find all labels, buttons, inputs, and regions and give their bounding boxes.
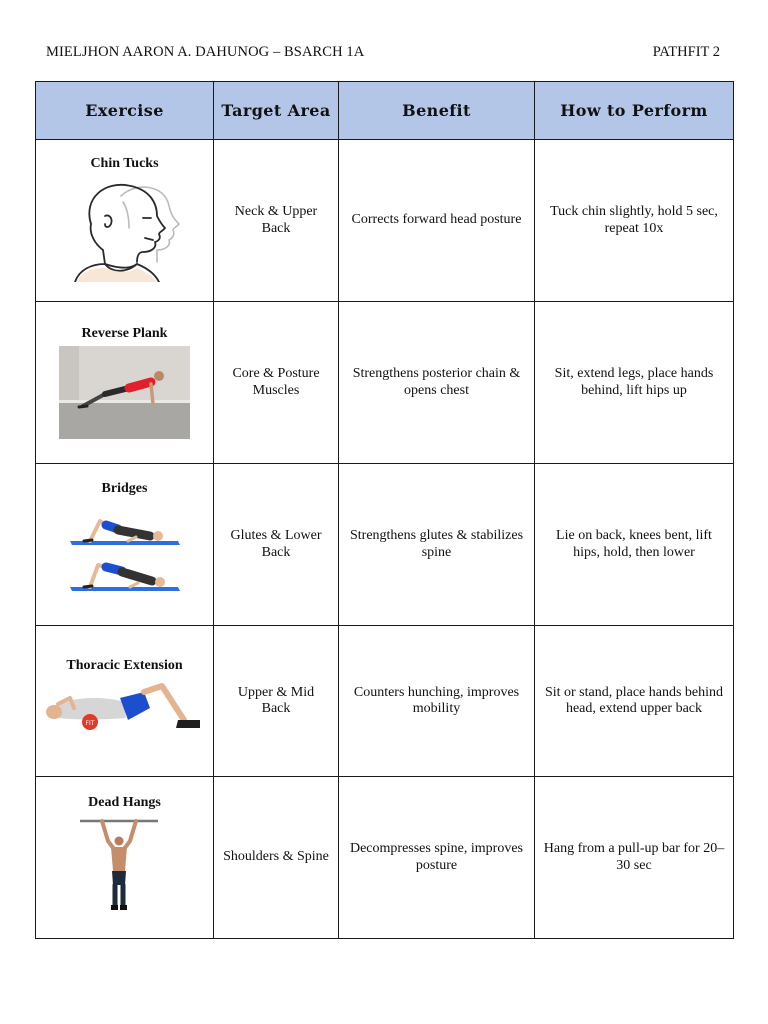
table-row [36,626,734,777]
dead-hang-photo [70,815,180,915]
table-row [36,140,734,302]
table-row [36,777,734,939]
exercise-name: Thoracic Extension [66,658,183,673]
reverse-plank-photo [59,346,190,439]
target-area-cell: Glutes & Lower Back [214,464,339,626]
course-code-header: PATHFIT 2 [652,44,720,60]
document-author-header: MIELJHON AARON A. DAHUNOG – BSARCH 1A [46,44,365,60]
exercise-name: Bridges [101,481,148,496]
benefit-cell: Strengthens posterior chain & opens chest [339,302,535,464]
how-to-perform-cell: Tuck chin slightly, hold 5 sec, repeat 10x [535,140,734,302]
benefit-cell: Decompresses spine, improves posture [339,777,535,939]
exercise-cell [36,140,214,302]
exercise-name: Reverse Plank [81,326,168,341]
exercise-cell [36,464,214,626]
roller-label: FIT [85,720,94,727]
column-header-benefit: Benefit [339,82,535,140]
how-to-perform-cell: Lie on back, knees bent, lift hips, hold, then lower [535,464,734,626]
target-area-cell: Core & Posture Muscles [214,302,339,464]
exercise-name: Chin Tucks [90,156,159,171]
chin-tuck-illustration [65,178,185,282]
exercise-name: Dead Hangs [88,795,161,810]
target-area-cell: Shoulders & Spine [214,777,339,939]
exercise-table [35,81,734,939]
thoracic-extension-illustration [44,678,206,736]
table-header-row [36,82,734,140]
table-row [36,302,734,464]
bridge-illustration [66,503,184,595]
how-to-perform-cell: Sit, extend legs, place hands behind, lift hips up [535,302,734,464]
benefit-cell: Corrects forward head posture [339,140,535,302]
exercise-cell [36,777,214,939]
column-header-exercise: Exercise [36,82,214,140]
how-to-perform-cell: Hang from a pull-up bar for 20–30 sec [535,777,734,939]
benefit-cell: Counters hunching, improves mobility [339,626,535,777]
exercise-cell [36,626,214,777]
benefit-cell: Strengthens glutes & stabilizes spine [339,464,535,626]
column-header-how-to-perform: How to Perform [535,82,734,140]
target-area-cell: Upper & Mid Back [214,626,339,777]
table-row [36,464,734,626]
how-to-perform-cell: Sit or stand, place hands behind head, extend upper back [535,626,734,777]
column-header-target-area: Target Area [214,82,339,140]
exercise-cell [36,302,214,464]
target-area-cell: Neck & Upper Back [214,140,339,302]
